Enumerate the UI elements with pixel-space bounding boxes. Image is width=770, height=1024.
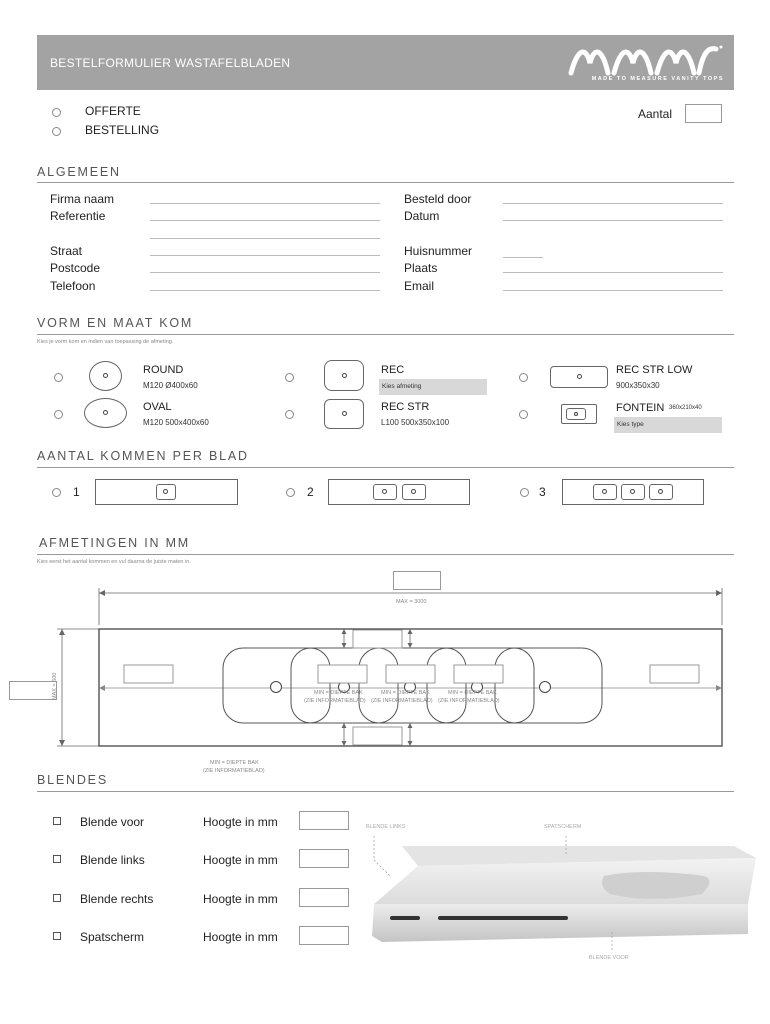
kommen-3-radio[interactable] [520, 488, 529, 497]
blende-voor-illustration-label: BLENDE VOOR [589, 955, 629, 961]
blende-links-checkbox[interactable] [53, 855, 61, 863]
rec-str-low-basin-icon [550, 366, 608, 388]
oval-name: OVAL [143, 401, 172, 413]
offerte-radio[interactable] [52, 108, 61, 117]
section-divider [37, 467, 734, 468]
max-width-label: MAX = 3000 [396, 599, 427, 605]
straat-field[interactable] [150, 255, 380, 256]
round-spec: M120 Ø400x60 [143, 381, 198, 390]
fontein-name: FONTEIN [616, 402, 665, 414]
min-note-2b: (ZIE INFORMATIEBLAD) [371, 698, 433, 704]
two-basins-diagram [328, 479, 470, 505]
plaats-field[interactable] [503, 272, 723, 273]
email-field[interactable] [503, 290, 723, 291]
drain-icon [630, 489, 635, 494]
logo-tagline: MADE TO MEASURE VANITY TOPS [591, 76, 724, 82]
dimensions-diagram [0, 585, 770, 775]
round-name: ROUND [143, 364, 184, 376]
drain-icon [382, 489, 387, 494]
min-note-4a: MIN = DIEPTE BAK [210, 760, 259, 766]
datum-field[interactable] [503, 220, 723, 221]
min-note-4b: (ZIE INFORMATIEBLAD) [203, 768, 265, 774]
telefoon-field[interactable] [150, 290, 380, 291]
blendes-illustration [364, 832, 764, 957]
blende-links-height-input[interactable] [299, 849, 349, 868]
oval-radio[interactable] [54, 410, 63, 419]
three-basins-diagram [562, 479, 704, 505]
rec-str-low-radio[interactable] [519, 373, 528, 382]
blende-rechts-height-label: Hoogte in mm [203, 892, 278, 906]
besteld-door-label: Besteld door [404, 192, 472, 206]
rec-str-basin-icon [324, 399, 364, 429]
form-header [37, 35, 734, 90]
min-note-1b: (ZIE INFORMATIEBLAD) [304, 698, 366, 704]
basin-icon [156, 484, 176, 500]
bestelling-label: BESTELLING [85, 123, 160, 137]
basin-icon [621, 484, 645, 500]
aantal-input[interactable] [685, 104, 722, 123]
postcode-field[interactable] [150, 272, 380, 273]
referentie-field[interactable] [150, 220, 380, 221]
round-basin-icon [89, 361, 122, 391]
rec-name: REC [381, 364, 405, 376]
form-title: BESTELFORMULIER WASTAFELBLADEN [50, 56, 291, 70]
blende-voor-height-input[interactable] [299, 811, 349, 830]
fontein-radio[interactable] [519, 410, 528, 419]
kommen-2-label: 2 [307, 485, 314, 499]
basin-icon [593, 484, 617, 500]
rec-str-name: REC STR [381, 401, 430, 413]
spatscherm-checkbox[interactable] [53, 932, 61, 940]
min-note-3a: MIN = DIEPTE BAK [448, 690, 497, 696]
aantal-kommen-title: AANTAL KOMMEN PER BLAD [37, 449, 249, 463]
afmetingen-title: AFMETINGEN IN MM [39, 536, 191, 550]
rec-str-radio[interactable] [285, 410, 294, 419]
algemeen-title: ALGEMEEN [37, 165, 121, 179]
basin-icon [402, 484, 426, 500]
besteld-door-field[interactable] [503, 203, 723, 204]
drain-icon [163, 489, 168, 494]
blende-voor-label: Blende voor [80, 815, 145, 829]
firma-naam-label: Firma naam [50, 192, 115, 206]
drain-icon [342, 373, 347, 378]
drain-icon [103, 410, 108, 415]
afmetingen-hint: Kies eerst het aantal kommen en vul daarna de juiste maten in. [37, 559, 191, 565]
fontein-size: 360x210x40 [669, 405, 702, 411]
rec-str-spec: L100 500x350x100 [381, 418, 450, 427]
postcode-label: Postcode [50, 261, 101, 275]
referentie-label: Referentie [50, 209, 106, 223]
blendes-title: BLENDES [37, 773, 108, 787]
spatscherm-height-input[interactable] [299, 926, 349, 945]
fontein-type-select[interactable]: Kies type [614, 417, 722, 433]
spatscherm-label: Spatscherm [80, 930, 145, 944]
drain-icon [342, 411, 347, 416]
aantal-label: Aantal [638, 107, 673, 121]
min-note-2a: MIN = DIEPTE BAK [381, 690, 430, 696]
spatscherm-height-label: Hoogte in mm [203, 930, 278, 944]
one-basin-diagram [95, 479, 238, 505]
drain-icon [574, 412, 578, 416]
section-divider [37, 334, 734, 335]
offerte-label: OFFERTE [85, 104, 141, 118]
kommen-1-radio[interactable] [52, 488, 61, 497]
kommen-3-label: 3 [539, 485, 546, 499]
round-radio[interactable] [54, 373, 63, 382]
blende-voor-checkbox[interactable] [53, 817, 61, 825]
oval-basin-icon [84, 398, 127, 428]
blende-links-height-label: Hoogte in mm [203, 853, 278, 867]
basin-icon [373, 484, 397, 500]
email-label: Email [404, 279, 435, 293]
rec-str-low-spec: 900x350x30 [616, 381, 660, 390]
max-depth-label: MAX = 600 [52, 672, 58, 700]
firma-naam-field[interactable] [150, 203, 380, 204]
blende-rechts-checkbox[interactable] [53, 894, 61, 902]
rec-str-low-name: REC STR LOW [616, 364, 693, 376]
fontein-basin-icon [561, 404, 597, 424]
section-divider [37, 554, 734, 555]
spatscherm-illustration-label: SPATSCHERM [544, 824, 582, 830]
drain-icon [411, 489, 416, 494]
blende-rechts-height-input[interactable] [299, 888, 349, 907]
straat-label: Straat [50, 244, 83, 258]
blende-links-label: Blende links [80, 853, 145, 867]
bestelling-radio[interactable] [52, 127, 61, 136]
vorm-title: VORM EN MAAT KOM [37, 316, 194, 330]
huisnummer-label: Huisnummer [404, 244, 473, 258]
section-divider [37, 182, 734, 183]
blende-voor-height-label: Hoogte in mm [203, 815, 278, 829]
vorm-hint: Kies je vorm kom en indien van toepassing de afmeting. [37, 339, 174, 345]
drain-icon [103, 373, 108, 378]
drain-icon [577, 374, 582, 379]
min-note-1a: MIN = DIEPTE BAK [314, 690, 363, 696]
kommen-1-label: 1 [73, 485, 80, 499]
referentie-field-2[interactable] [150, 238, 380, 239]
basin-icon [649, 484, 673, 500]
datum-label: Datum [404, 209, 440, 223]
huisnummer-field[interactable] [503, 257, 543, 258]
rec-basin-icon [324, 360, 364, 391]
rec-size-select[interactable]: Kies afmeting [379, 379, 487, 395]
oval-spec: M120 500x400x60 [143, 418, 209, 427]
section-divider [37, 791, 734, 792]
min-note-3b: (ZIE INFORMATIEBLAD) [438, 698, 500, 704]
plaats-label: Plaats [404, 261, 438, 275]
drain-icon [658, 489, 663, 494]
blende-links-illustration-label: BLENDE LINKS [366, 824, 406, 830]
rec-radio[interactable] [285, 373, 294, 382]
drain-icon [602, 489, 607, 494]
blende-rechts-label: Blende rechts [80, 892, 154, 906]
telefoon-label: Telefoon [50, 279, 96, 293]
kommen-2-radio[interactable] [286, 488, 295, 497]
